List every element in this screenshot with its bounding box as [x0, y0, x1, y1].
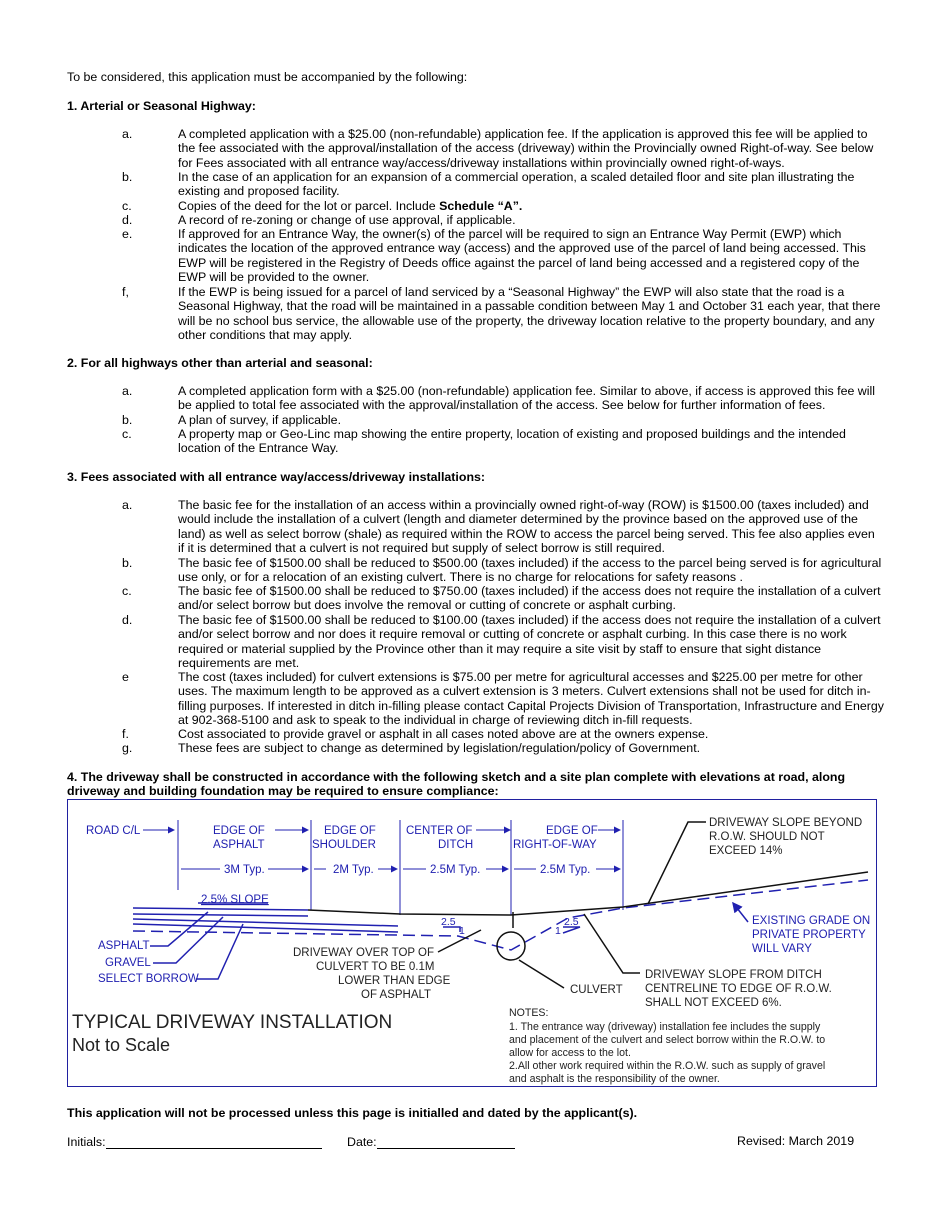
section-heading: 3. Fees associated with all entrance way/access/driveway installations: — [67, 470, 486, 484]
item-text: If approved for an Entrance Way, the owner(s) of the parcel will be required to sign an Entrance Way Permit (EWP) which indicates the location of the approved entrance way (access) and the approved use of the parcel of land being accessed. This EWP will be registered in the Registry of Deeds office against the parcel of land being accessed and a registered copy of the EWP will be provided to the owner. — [178, 227, 866, 285]
driveway-diagram — [67, 799, 877, 1087]
existing-grade-label: EXISTING GRADE ON — [752, 915, 871, 927]
list-item — [122, 413, 892, 427]
diagram-subtitle: Not to Scale — [72, 1035, 171, 1055]
ratio-b-top: 2.5 — [564, 916, 579, 928]
gravel-label: GRAVEL — [105, 957, 151, 969]
item-text: The basic fee of $1500.00 shall be reduced to $750.00 (taxes included) if the access does not require the installation of a culvert and/or select borrow but does involve the removal or cutting of concrete or asphalt curbing. — [178, 584, 881, 613]
select-borrow-label: SELECT BORROW — [98, 973, 199, 985]
list-item — [122, 170, 892, 199]
item-letter: f, — [122, 285, 129, 299]
dim-2m: 2M Typ. — [333, 864, 374, 876]
existing-grade-label-2: PRIVATE PROPERTY — [752, 929, 866, 941]
item-text: A completed application with a $25.00 (non-refundable) application fee. If the application is approved this fee will be applied to the fee associated with the approval/installation of the access (driveway) within the Provincially owned Right-of-way. See below for Fees associated with all entrance way/access/driveway installations within provincially owned right-of-ways. — [178, 127, 874, 170]
notes-line: and placement of the culvert and select borrow within the R.O.W. to — [509, 1034, 826, 1046]
center-ditch-label-2: DITCH — [438, 839, 474, 851]
driveway-over-label: DRIVEWAY OVER TOP OF — [293, 947, 435, 959]
list-item — [122, 384, 892, 413]
section-heading: 2. For all highways other than arterial and seasonal: — [67, 356, 373, 370]
item-letter: f. — [122, 727, 129, 741]
item-bold-text: Schedule “A”. — [439, 199, 523, 213]
date-line[interactable] — [377, 1134, 515, 1149]
slope-beyond-label: DRIVEWAY SLOPE BEYOND — [709, 817, 863, 829]
item-text: The basic fee of $1500.00 shall be reduced to $500.00 (taxes included) if the access to the parcel being served is for agricultural use only, or for a relocation of an existing culvert. There is no charge for relocations for safety reasons . — [178, 556, 882, 585]
item-text: The basic fee of $1500.00 shall be reduced to $100.00 (taxes included) if the access does not require the installation of a culvert and/or select borrow and nor does it require removal or cutting of concrete or asphalt curbing. In this case there is no work required or material supplied by the Province other than it may require a site visit by staff to ensure that sight distance requirements are met. — [178, 613, 881, 671]
item-text: The basic fee for the installation of an access within a provincially owned right-of-way (ROW) is $1500.00 (taxes included) and would include the installation of a culvert (length and diameter determined by the province based on the approved use of the land) as well as select borrow (shale) as required within the ROW to access the parcel being served. This fee also applies even if it is determined that a culvert is not required but supply of select borrow is still required. — [178, 498, 875, 556]
list-item — [122, 427, 892, 456]
list-item — [122, 127, 892, 170]
item-letter: b. — [122, 170, 133, 184]
date-label: Date: — [347, 1135, 377, 1149]
edge-asphalt-label: EDGE OF — [213, 825, 265, 837]
item-letter: c. — [122, 427, 132, 441]
driveway-over-label-2: CULVERT TO BE 0.1M — [316, 961, 435, 973]
slope-ditch-label: DRIVEWAY SLOPE FROM DITCH — [645, 969, 822, 981]
item-text: Copies of the deed for the lot or parcel. Include — [178, 199, 440, 213]
notes-line: 2.All other work required within the R.O.W. such as supply of gravel — [509, 1060, 826, 1072]
item-letter: a. — [122, 498, 133, 512]
item-letter: a. — [122, 127, 133, 141]
item-text: A plan of survey, if applicable. — [178, 413, 342, 427]
list-item — [122, 727, 892, 741]
section-heading: 1. Arterial or Seasonal Highway: — [67, 99, 256, 113]
dim-3m: 3M Typ. — [224, 864, 265, 876]
edge-row-label: EDGE OF — [546, 825, 598, 837]
list-item — [122, 227, 892, 285]
item-letter: e. — [122, 227, 133, 241]
slope-ditch-label-3: SHALL NOT EXCEED 6%. — [645, 997, 782, 1009]
item-letter: d. — [122, 613, 133, 627]
notes-heading: NOTES: — [509, 1007, 549, 1019]
item-text: A completed application form with a $25.00 (non-refundable) application fee. Similar to above, if access is approved this fee will be applied to total fee associated with the approval/installation of the access. See below for further information of fees. — [178, 384, 876, 413]
item-text: If the EWP is being issued for a parcel of land serviced by a “Seasonal Highway” the EWP will also state that the road is a Seasonal Highway, that the road will be maintained in a passable condition between May 1 and October 31 each year, that there will be no school bus service, the allowable use of the property, the driveway location relative to the property boundary, and any other conditions that may apply. — [178, 285, 881, 343]
ratio-a-top: 2.5 — [441, 916, 456, 928]
item-letter: g. — [122, 741, 133, 755]
culvert-label: CULVERT — [570, 984, 623, 996]
item-letter: e — [122, 670, 129, 684]
item-text: These fees are subject to change as determined by legislation/regulation/policy of Government. — [178, 741, 701, 755]
ratio-a-side: 1 — [459, 925, 465, 937]
existing-grade-label-3: WILL VARY — [752, 943, 812, 955]
diagram-title: TYPICAL DRIVEWAY INSTALLATION — [72, 1012, 393, 1033]
ratio-b-side: 1 — [555, 925, 561, 937]
slope-beyond-label-3: EXCEED 14% — [709, 845, 783, 857]
list-item — [122, 741, 892, 755]
revised-date: Revised: March 2019 — [737, 1134, 855, 1148]
notes-line: 1. The entrance way (driveway) installation fee includes the supply — [509, 1021, 821, 1033]
list-item — [122, 556, 892, 585]
section-heading: 4. The driveway shall be constructed in accordance with the following sketch and a site plan complete with elevations at road, along driveway and building foundation may be required to ensure compliance: — [67, 770, 846, 799]
list-item — [122, 285, 892, 343]
item-letter: c. — [122, 584, 132, 598]
edge-shoulder-label: EDGE OF — [324, 825, 376, 837]
list-item — [122, 670, 892, 728]
list-item — [122, 498, 892, 556]
edge-asphalt-label-2: ASPHALT — [213, 839, 265, 851]
processing-note: This application will not be processed unless this page is initialled and dated by the applicant(s). — [67, 1106, 638, 1120]
driveway-over-label-3: LOWER THAN EDGE — [338, 975, 451, 987]
intro-text: To be considered, this application must be accompanied by the following: — [67, 70, 468, 84]
initials-line[interactable] — [106, 1134, 322, 1149]
item-letter: b. — [122, 413, 133, 427]
list-item — [122, 584, 892, 613]
item-text: The cost (taxes included) for culvert extensions is $75.00 per metre for agricultural accesses and $225.00 per metre for other uses. The maximum length to be approved as a culvert extension is 3 meters. Culvert extensions shall not be used for ditch in-filling purposes. If interested in ditch in-filling please contact Capital Projects Division of Transportation, Infrastructure and Energy at 902-368-5100 and ask to speak to the individual in charge of reviewing ditch in-fill requests. — [178, 670, 884, 728]
item-letter: d. — [122, 213, 133, 227]
list-item — [122, 213, 892, 227]
edge-row-label-2: RIGHT-OF-WAY — [513, 839, 597, 851]
dim-2-5m-a: 2.5M Typ. — [430, 864, 481, 876]
date-field[interactable] — [347, 1134, 515, 1149]
item-text: Cost associated to provide gravel or asphalt in all cases noted above are at the owners expense. — [178, 727, 709, 741]
item-text: A record of re-zoning or change of use approval, if applicable. — [178, 213, 516, 227]
notes-line: and asphalt is the responsibility of the owner. — [509, 1073, 720, 1085]
initials-field[interactable] — [67, 1134, 322, 1149]
item-text: In the case of an application for an expansion of a commercial operation, a scaled detailed floor and site plan illustrating the existing and proposed facility. — [178, 170, 855, 199]
item-letter: a. — [122, 384, 133, 398]
item-text: A property map or Geo-Linc map showing the entire property, location of existing and proposed buildings and the intended location of the Entrance Way. — [178, 427, 846, 456]
driveway-over-label-4: OF ASPHALT — [361, 989, 432, 1001]
driveway-sketch — [68, 800, 878, 1088]
item-letter: c. — [122, 199, 132, 213]
edge-shoulder-label-2: SHOULDER — [312, 839, 376, 851]
list-item — [122, 199, 892, 213]
notes-line: allow for access to the lot. — [509, 1047, 631, 1059]
center-ditch-label: CENTER OF — [406, 825, 473, 837]
asphalt-label: ASPHALT — [98, 940, 150, 952]
initials-label: Initials: — [67, 1135, 106, 1149]
slope-ditch-label-2: CENTRELINE TO EDGE OF R.O.W. — [645, 983, 832, 995]
slope-beyond-label-2: R.O.W. SHOULD NOT — [709, 831, 825, 843]
road-cl-label: ROAD C/L — [86, 825, 141, 837]
slope-label: 2.5% SLOPE — [201, 894, 269, 906]
item-letter: b. — [122, 556, 133, 570]
dim-2-5m-b: 2.5M Typ. — [540, 864, 591, 876]
list-item — [122, 613, 892, 671]
